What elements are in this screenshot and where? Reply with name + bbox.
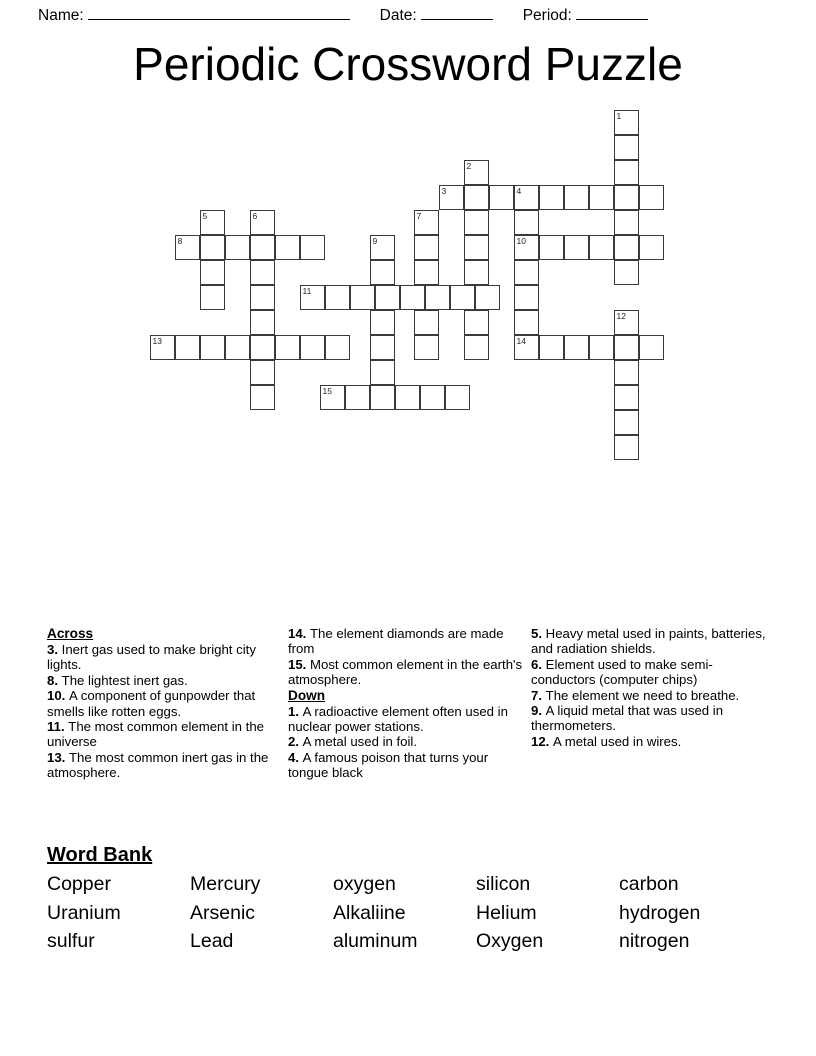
word-bank-word: sulfur xyxy=(47,930,95,952)
crossword-cell[interactable] xyxy=(614,435,639,460)
crossword-cell[interactable] xyxy=(370,385,395,410)
crossword-cell[interactable] xyxy=(614,310,639,335)
clue-text: The element we need to breathe. xyxy=(545,687,740,703)
clue-text: Inert gas used to make bright city lights. xyxy=(47,642,256,673)
crossword-cell[interactable] xyxy=(514,210,539,235)
crossword-cell-number: 3 xyxy=(441,186,447,196)
clue-text: The lightest inert gas. xyxy=(61,672,188,688)
crossword-cell[interactable] xyxy=(514,335,539,360)
crossword-cell[interactable] xyxy=(514,260,539,285)
down-heading: Down xyxy=(288,687,325,703)
crossword-cell[interactable] xyxy=(300,235,325,260)
crossword-cell[interactable] xyxy=(225,235,250,260)
crossword-cell[interactable] xyxy=(614,360,639,385)
clue-number: 14. xyxy=(288,626,310,641)
clue-number: 4. xyxy=(288,749,303,765)
word-bank-word: Copper xyxy=(47,873,111,895)
crossword-cell[interactable] xyxy=(639,335,664,360)
crossword-cell[interactable] xyxy=(445,385,470,410)
crossword-cell[interactable] xyxy=(514,285,539,310)
crossword-cell[interactable] xyxy=(350,285,375,310)
clue-text: A component of gunpowder that smells like rotten eggs. xyxy=(47,688,256,719)
clue-item xyxy=(288,626,526,657)
word-bank-section xyxy=(47,843,787,956)
clue-number: 3. xyxy=(47,642,62,657)
clue-number: 13. xyxy=(47,749,69,765)
crossword-cell-number: 4 xyxy=(516,186,522,196)
clue-item xyxy=(288,734,526,749)
clue-item xyxy=(288,657,526,688)
crossword-cell[interactable] xyxy=(200,335,225,360)
clue-text: A metal used in wires. xyxy=(553,733,682,749)
clue-text: A metal used in foil. xyxy=(302,734,418,750)
clue-item xyxy=(531,626,769,657)
crossword-cell[interactable] xyxy=(325,285,350,310)
crossword-cell-number: 8 xyxy=(177,236,183,246)
crossword-cell[interactable] xyxy=(539,235,564,260)
crossword-cell-number: 6 xyxy=(252,211,258,221)
crossword-cell[interactable] xyxy=(414,210,439,235)
date-label: Date: xyxy=(379,7,417,24)
crossword-cell[interactable] xyxy=(150,335,175,360)
crossword-cell[interactable] xyxy=(614,185,639,210)
crossword-cell[interactable] xyxy=(614,410,639,435)
crossword-cell[interactable] xyxy=(414,335,439,360)
clue-number: 2. xyxy=(288,734,303,750)
word-bank-word: oxygen xyxy=(333,873,396,895)
clue-text: A liquid metal that was used in thermometers. xyxy=(531,703,724,734)
crossword-cell[interactable] xyxy=(250,310,275,335)
crossword-cell[interactable] xyxy=(300,285,325,310)
crossword-cell[interactable] xyxy=(250,285,275,310)
crossword-cell[interactable] xyxy=(475,285,500,310)
word-bank-word: aluminum xyxy=(333,930,418,952)
crossword-cell[interactable] xyxy=(250,360,275,385)
crossword-cell[interactable] xyxy=(400,285,425,310)
clue-number: 7. xyxy=(531,687,546,703)
clue-text: Heavy metal used in paints, batteries, and radiation shields. xyxy=(531,626,766,657)
crossword-cell[interactable] xyxy=(250,335,275,360)
clue-item xyxy=(47,719,285,750)
crossword-cell[interactable] xyxy=(614,160,639,185)
crossword-cell-number: 15 xyxy=(322,386,332,396)
crossword-cell[interactable] xyxy=(514,235,539,260)
crossword-cell[interactable] xyxy=(589,185,614,210)
crossword-cell-number: 7 xyxy=(416,211,422,221)
crossword-cell[interactable] xyxy=(639,235,664,260)
crossword-cell-number: 5 xyxy=(202,211,208,221)
crossword-cell[interactable] xyxy=(589,235,614,260)
crossword-cell[interactable] xyxy=(414,235,439,260)
word-bank-title: Word Bank xyxy=(47,844,153,866)
clue-number: 5. xyxy=(531,626,546,641)
crossword-cell-number: 1 xyxy=(616,111,622,121)
crossword-cell[interactable] xyxy=(464,335,489,360)
crossword-cell[interactable] xyxy=(439,185,464,210)
crossword-cell-number: 12 xyxy=(616,311,626,321)
crossword-cell[interactable] xyxy=(489,185,514,210)
crossword-cell[interactable] xyxy=(450,285,475,310)
crossword-cell[interactable] xyxy=(514,185,539,210)
crossword-cell[interactable] xyxy=(614,110,639,135)
crossword-cell[interactable] xyxy=(464,160,489,185)
clue-number: 10. xyxy=(47,688,69,704)
crossword-cell[interactable] xyxy=(275,235,300,260)
page-title: Periodic Crossword Puzzle xyxy=(133,38,683,90)
clue-text: Element used to make semi-conductors (computer chips) xyxy=(531,656,713,688)
clue-item xyxy=(288,704,526,735)
clue-text: The most common element in the universe xyxy=(47,719,264,750)
crossword-cell[interactable] xyxy=(539,185,564,210)
clue-item xyxy=(531,657,769,688)
word-bank-word: Lead xyxy=(190,930,234,952)
word-bank-word: Helium xyxy=(476,901,537,924)
clue-column-2 xyxy=(288,626,526,781)
clue-number: 9. xyxy=(531,703,546,719)
crossword-cell[interactable] xyxy=(175,335,200,360)
clue-text: The most common inert gas in the atmosphere. xyxy=(47,749,269,781)
name-label: Name: xyxy=(38,7,84,24)
crossword-cell[interactable] xyxy=(414,310,439,335)
crossword-cell[interactable] xyxy=(464,235,489,260)
clue-number: 15. xyxy=(288,656,310,672)
crossword-cell[interactable] xyxy=(370,360,395,385)
crossword-cell-number: 10 xyxy=(516,236,526,246)
clue-text: A famous poison that turns your tongue black xyxy=(288,749,489,781)
crossword-cell-number: 11 xyxy=(302,286,312,296)
crossword-cell[interactable] xyxy=(200,260,225,285)
crossword-cell-number: 14 xyxy=(516,336,526,346)
clue-item xyxy=(531,703,769,734)
crossword-cell[interactable] xyxy=(375,285,400,310)
clue-item xyxy=(47,750,285,781)
clue-item xyxy=(531,734,769,749)
clue-number: 11. xyxy=(47,719,69,735)
crossword-cell[interactable] xyxy=(175,235,200,260)
crossword-cell[interactable] xyxy=(250,260,275,285)
crossword-cell[interactable] xyxy=(464,260,489,285)
crossword-cell[interactable] xyxy=(420,385,445,410)
clue-number: 1. xyxy=(288,703,303,719)
word-bank-word: Mercury xyxy=(190,873,261,895)
crossword-cell[interactable] xyxy=(614,135,639,160)
crossword-cell[interactable] xyxy=(464,185,489,210)
crossword-cell[interactable] xyxy=(614,210,639,235)
clue-item xyxy=(47,688,285,719)
crossword-cell[interactable] xyxy=(564,335,589,360)
crossword-cell[interactable] xyxy=(614,260,639,285)
crossword-cell[interactable] xyxy=(414,260,439,285)
crossword-cell[interactable] xyxy=(320,385,345,410)
crossword-cell[interactable] xyxy=(639,185,664,210)
crossword-cell[interactable] xyxy=(250,210,275,235)
word-bank-grid xyxy=(47,870,787,956)
word-bank-word: nitrogen xyxy=(619,930,690,952)
word-bank-word: Oxygen xyxy=(476,930,544,952)
word-bank-word: Uranium xyxy=(47,901,121,924)
crossword-cell[interactable] xyxy=(250,235,275,260)
crossword-cell[interactable] xyxy=(614,235,639,260)
crossword-cell[interactable] xyxy=(345,385,370,410)
clue-item xyxy=(47,642,285,673)
crossword-cell[interactable] xyxy=(395,385,420,410)
clue-number: 12. xyxy=(531,733,553,749)
clue-item xyxy=(47,673,285,688)
clue-column-1 xyxy=(47,626,285,781)
crossword-cell[interactable] xyxy=(425,285,450,310)
crossword-cell[interactable] xyxy=(614,385,639,410)
word-bank-word: hydrogen xyxy=(619,901,701,924)
crossword-cell[interactable] xyxy=(200,210,225,235)
crossword-cell[interactable] xyxy=(200,285,225,310)
word-bank-word: carbon xyxy=(619,873,679,895)
crossword-cell[interactable] xyxy=(589,335,614,360)
clue-item xyxy=(531,688,769,703)
crossword-cell[interactable] xyxy=(539,335,564,360)
crossword-cell[interactable] xyxy=(514,310,539,335)
clue-number: 6. xyxy=(531,656,546,672)
clue-text: A radioactive element often used in nuclear power stations. xyxy=(288,703,508,735)
word-bank-word: Alkaliine xyxy=(333,901,406,924)
crossword-cell[interactable] xyxy=(370,260,395,285)
crossword-cell-number: 9 xyxy=(372,236,378,246)
clue-text: The element diamonds are made from xyxy=(288,626,504,657)
crossword-cell-number: 13 xyxy=(152,336,162,346)
crossword-cell[interactable] xyxy=(370,335,395,360)
crossword-cell[interactable] xyxy=(370,235,395,260)
crossword-cell[interactable] xyxy=(564,185,589,210)
crossword-cell[interactable] xyxy=(464,310,489,335)
crossword-cell[interactable] xyxy=(250,385,275,410)
clue-text: Most common element in the earth's atmosphere. xyxy=(288,656,523,688)
crossword-cell[interactable] xyxy=(370,310,395,335)
crossword-cell[interactable] xyxy=(300,335,325,360)
crossword-cell[interactable] xyxy=(200,235,225,260)
clue-number: 8. xyxy=(47,672,62,688)
period-label: Period: xyxy=(522,7,572,24)
crossword-grid xyxy=(0,0,816,470)
clue-column-3 xyxy=(531,626,769,749)
crossword-cell[interactable] xyxy=(614,335,639,360)
crossword-cell[interactable] xyxy=(464,210,489,235)
clues-section xyxy=(0,626,816,831)
crossword-cell[interactable] xyxy=(564,235,589,260)
clue-item xyxy=(288,750,526,781)
word-bank-word: Arsenic xyxy=(190,901,256,924)
crossword-cell-number: 2 xyxy=(466,161,472,171)
crossword-cell[interactable] xyxy=(325,335,350,360)
word-bank-word: silicon xyxy=(476,873,531,895)
crossword-cell[interactable] xyxy=(275,335,300,360)
crossword-cell[interactable] xyxy=(225,335,250,360)
across-heading: Across xyxy=(47,626,94,641)
